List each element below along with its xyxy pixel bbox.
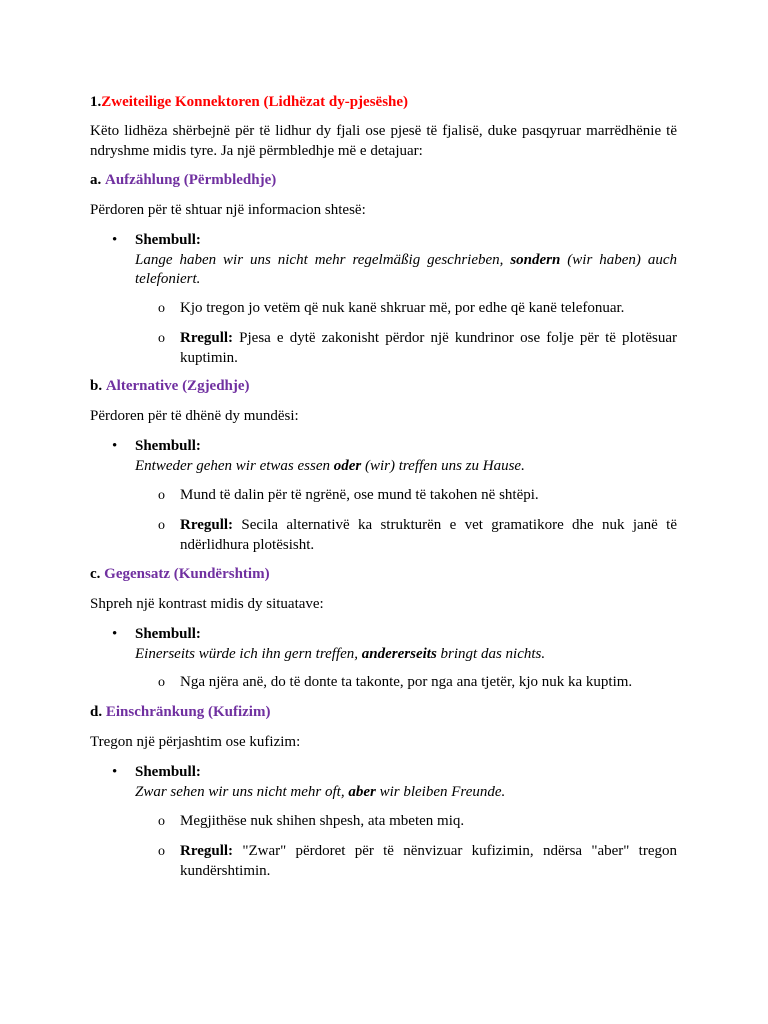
note-item [180, 329, 677, 368]
sub-bullet-icon: o [158, 844, 165, 859]
subsection-title: Einschränkung (Kufizim) [105, 704, 271, 720]
note-text: Kjo tregon jo vetëm që nuk kanë shkruar më, por edhe që kanë telefonuar. [180, 300, 625, 316]
subsection-title-b [90, 377, 677, 397]
subsection-title-a [90, 171, 677, 191]
bullet-icon: • [112, 232, 118, 248]
subsection-description: Përdoren për të shtuar një informacion shtesë: [90, 202, 366, 218]
example-block [135, 625, 677, 664]
bullet-icon: • [112, 764, 118, 780]
note-item [180, 516, 677, 555]
note-item [180, 842, 677, 881]
subsection-letter: c. [90, 566, 101, 582]
subsection-title-c [90, 565, 677, 585]
sub-bullet-icon: o [158, 301, 165, 316]
subsection-letter: d. [90, 704, 103, 720]
example-block [135, 437, 677, 476]
subsection-letter: b. [90, 378, 103, 394]
example-sentence [135, 251, 677, 290]
note-label: Rregull: [180, 517, 234, 533]
subsection-description: Shpreh një kontrast midis dy situatave: [90, 596, 324, 612]
sub-bullet-icon: o [158, 814, 165, 829]
intro-paragraph: Këto lidhëza shërbejnë për të lidhur dy fjali ose pjesë të fjalisë, duke pasqyruar marrëdhënie të ndryshme midis tyre. Ja një përmbledhje më e detajuar: [90, 123, 677, 159]
sub-bullet-icon: o [158, 488, 165, 503]
example-sentence [135, 783, 677, 803]
example-connector: andererseits [361, 645, 437, 662]
note-item [180, 673, 677, 693]
note-label: Rregull: [180, 843, 234, 859]
subsection-title: Alternative (Zgjedhje) [105, 378, 250, 394]
example-text: bringt das nichts. [436, 645, 546, 662]
subsection-title-d [90, 703, 677, 723]
sub-bullet-icon: o [158, 518, 165, 533]
subsection-description: Përdoren për të dhënë dy mundësi: [90, 408, 299, 424]
example-block [135, 763, 677, 802]
subsection-title: Gegensatz (Kundërshtim) [104, 566, 270, 582]
example-text: (wir haben) auch telefoniert. [135, 251, 677, 287]
subsection-title: Aufzählung (Përmbledhje) [105, 172, 277, 188]
note-item [180, 812, 677, 832]
heading-text: Zweiteilige Konnektoren (Lidhëzat dy-pjesëshe) [101, 94, 409, 110]
example-text: Einerseits würde ich ihn gern treffen, [135, 645, 362, 662]
example-label: Shembull: [135, 438, 201, 454]
example-connector: sondern [510, 251, 561, 268]
subsection-description: Tregon një përjashtim ose kufizim: [90, 734, 301, 750]
subsection-letter: a. [90, 172, 102, 188]
example-connector: aber [348, 783, 376, 800]
note-text: Secila alternativë ka strukturën e vet gramatikore dhe nuk janë të ndërlidhura plotësisht. [180, 517, 677, 553]
example-text: Zwar sehen wir uns nicht mehr oft, [135, 783, 349, 800]
note-text: Mund të dalin për të ngrënë, ose mund të takohen në shtëpi. [180, 487, 539, 503]
bullet-icon: • [112, 626, 118, 642]
bullet-icon: • [112, 438, 118, 454]
example-block [135, 231, 677, 290]
note-text: "Zwar" përdoret për të nënvizuar kufizimin, ndërsa "aber" tregon kundërshtimin. [180, 843, 677, 879]
sub-bullet-icon: o [158, 331, 165, 346]
note-text: Megjithëse nuk shihen shpesh, ata mbeten miq. [180, 813, 465, 829]
example-text: wir bleiben Freunde. [375, 783, 506, 800]
example-text: (wir) treffen uns zu Hause. [361, 457, 525, 474]
example-label: Shembull: [135, 626, 201, 642]
example-text: Lange haben wir uns nicht mehr regelmäßig geschrieben, [135, 251, 511, 268]
note-label: Rregull: [180, 330, 234, 346]
note-item [180, 299, 677, 319]
example-label: Shembull: [135, 232, 201, 248]
example-text: Entweder gehen wir etwas essen [135, 457, 334, 474]
sub-bullet-icon: o [158, 675, 165, 690]
note-item [180, 486, 677, 506]
note-text: Nga njëra anë, do të donte ta takonte, por nga ana tjetër, kjo nuk ka kuptim. [180, 674, 633, 690]
example-connector: oder [333, 457, 362, 474]
example-label: Shembull: [135, 764, 201, 780]
heading-number: 1. [90, 94, 102, 110]
example-sentence [135, 645, 677, 665]
section-heading [90, 93, 677, 113]
note-text: Pjesa e dytë zakonisht përdor një kundrinor ose folje për të plotësuar kuptimin. [180, 330, 677, 366]
example-sentence [135, 457, 677, 477]
